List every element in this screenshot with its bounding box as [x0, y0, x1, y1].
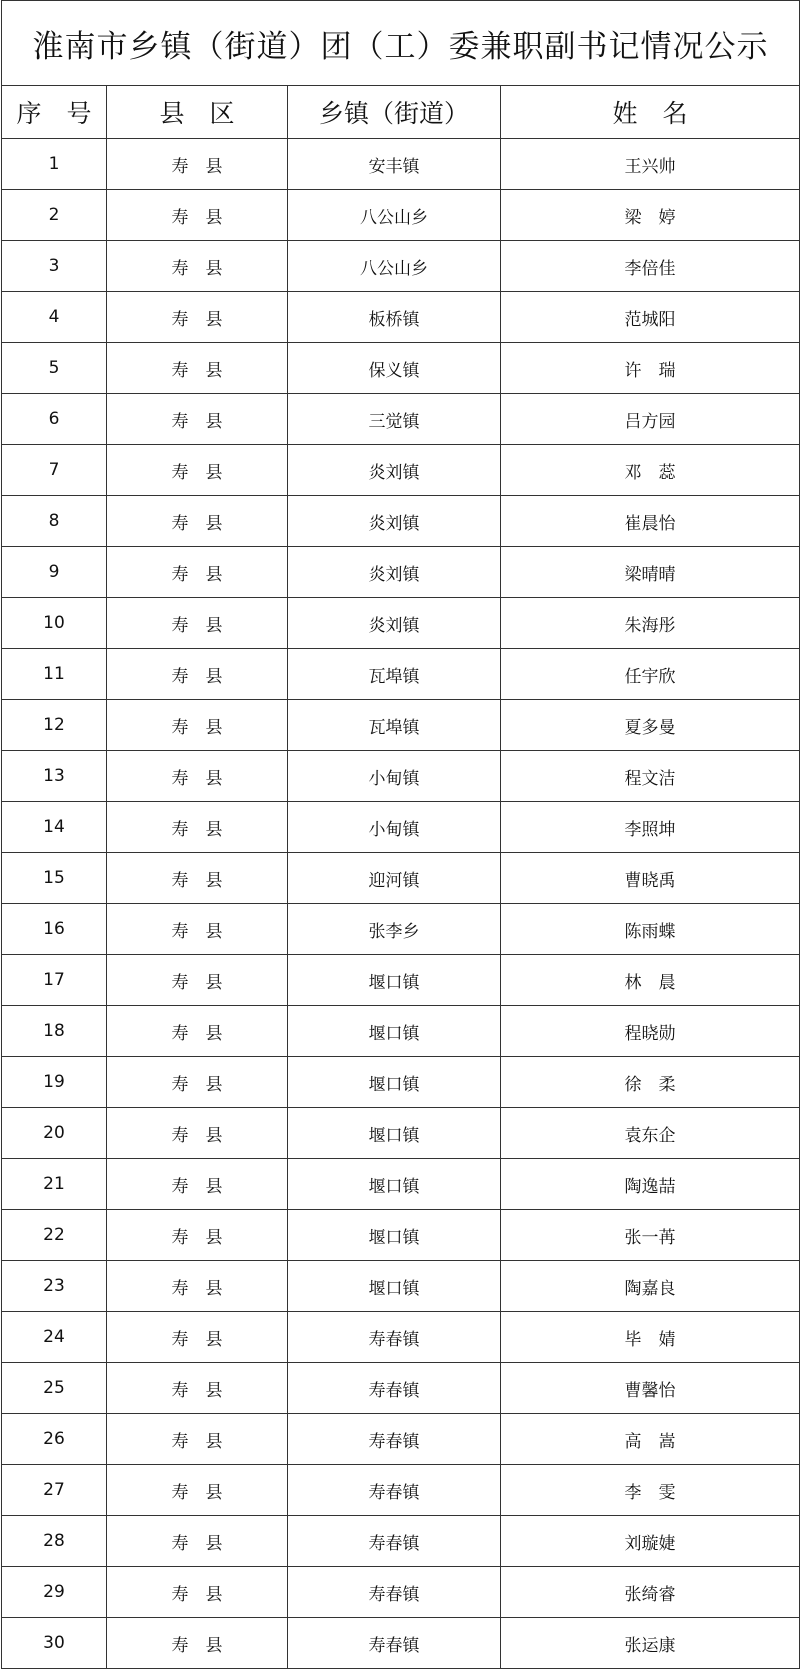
table-row	[2, 190, 800, 241]
cell-name: 徐 柔	[501, 1057, 800, 1108]
cell-index: 23	[2, 1261, 107, 1312]
header-county: 县 区	[107, 86, 288, 139]
table-row	[2, 343, 800, 394]
table-row	[2, 1108, 800, 1159]
cell-county: 寿 县	[107, 1006, 288, 1057]
table-row	[2, 1006, 800, 1057]
cell-town: 堰口镇	[288, 1159, 501, 1210]
cell-county: 寿 县	[107, 1210, 288, 1261]
cell-town: 炎刘镇	[288, 547, 501, 598]
cell-county: 寿 县	[107, 853, 288, 904]
table-body	[2, 139, 800, 1669]
cell-name: 邓 蕊	[501, 445, 800, 496]
cell-town: 寿春镇	[288, 1363, 501, 1414]
cell-index: 17	[2, 955, 107, 1006]
cell-town: 炎刘镇	[288, 445, 501, 496]
cell-county: 寿 县	[107, 1159, 288, 1210]
cell-index: 27	[2, 1465, 107, 1516]
table-row	[2, 241, 800, 292]
cell-name: 梁 婷	[501, 190, 800, 241]
cell-index: 4	[2, 292, 107, 343]
cell-index: 24	[2, 1312, 107, 1363]
cell-county: 寿 县	[107, 241, 288, 292]
cell-name: 李照坤	[501, 802, 800, 853]
cell-name: 陶嘉良	[501, 1261, 800, 1312]
cell-county: 寿 县	[107, 1516, 288, 1567]
cell-county: 寿 县	[107, 904, 288, 955]
cell-index: 9	[2, 547, 107, 598]
cell-name: 程晓勋	[501, 1006, 800, 1057]
cell-town: 寿春镇	[288, 1516, 501, 1567]
cell-index: 5	[2, 343, 107, 394]
cell-index: 10	[2, 598, 107, 649]
cell-county: 寿 县	[107, 1261, 288, 1312]
cell-name: 张运康	[501, 1618, 800, 1669]
cell-county: 寿 县	[107, 700, 288, 751]
table-row	[2, 1516, 800, 1567]
cell-index: 7	[2, 445, 107, 496]
table-row	[2, 139, 800, 190]
cell-county: 寿 县	[107, 1567, 288, 1618]
cell-name: 崔晨怡	[501, 496, 800, 547]
cell-town: 寿春镇	[288, 1567, 501, 1618]
table-row	[2, 1159, 800, 1210]
cell-name: 吕方园	[501, 394, 800, 445]
cell-index: 13	[2, 751, 107, 802]
cell-name: 任宇欣	[501, 649, 800, 700]
cell-county: 寿 县	[107, 1618, 288, 1669]
cell-name: 毕 婧	[501, 1312, 800, 1363]
cell-index: 16	[2, 904, 107, 955]
cell-name: 夏多曼	[501, 700, 800, 751]
cell-town: 小甸镇	[288, 802, 501, 853]
cell-county: 寿 县	[107, 1057, 288, 1108]
cell-town: 三觉镇	[288, 394, 501, 445]
cell-town: 炎刘镇	[288, 496, 501, 547]
table-row	[2, 1363, 800, 1414]
cell-index: 26	[2, 1414, 107, 1465]
cell-index: 15	[2, 853, 107, 904]
cell-town: 迎河镇	[288, 853, 501, 904]
cell-county: 寿 县	[107, 598, 288, 649]
cell-index: 20	[2, 1108, 107, 1159]
table-row	[2, 1312, 800, 1363]
cell-name: 陈雨蝶	[501, 904, 800, 955]
table-row	[2, 751, 800, 802]
cell-county: 寿 县	[107, 394, 288, 445]
cell-index: 8	[2, 496, 107, 547]
cell-county: 寿 县	[107, 1312, 288, 1363]
cell-county: 寿 县	[107, 802, 288, 853]
cell-name: 程文洁	[501, 751, 800, 802]
cell-name: 林 晨	[501, 955, 800, 1006]
cell-index: 11	[2, 649, 107, 700]
cell-name: 范城阳	[501, 292, 800, 343]
table-row	[2, 904, 800, 955]
cell-county: 寿 县	[107, 547, 288, 598]
cell-name: 李 雯	[501, 1465, 800, 1516]
cell-county: 寿 县	[107, 751, 288, 802]
cell-town: 八公山乡	[288, 241, 501, 292]
table-row	[2, 1414, 800, 1465]
cell-index: 21	[2, 1159, 107, 1210]
cell-town: 寿春镇	[288, 1618, 501, 1669]
cell-index: 22	[2, 1210, 107, 1261]
cell-county: 寿 县	[107, 139, 288, 190]
cell-index: 18	[2, 1006, 107, 1057]
table-row	[2, 1567, 800, 1618]
cell-index: 25	[2, 1363, 107, 1414]
cell-town: 瓦埠镇	[288, 649, 501, 700]
table-header-row	[2, 86, 800, 139]
cell-county: 寿 县	[107, 292, 288, 343]
cell-town: 寿春镇	[288, 1465, 501, 1516]
cell-town: 小甸镇	[288, 751, 501, 802]
cell-index: 19	[2, 1057, 107, 1108]
cell-name: 陶逸喆	[501, 1159, 800, 1210]
cell-town: 堰口镇	[288, 1006, 501, 1057]
cell-town: 张李乡	[288, 904, 501, 955]
cell-name: 张一苒	[501, 1210, 800, 1261]
cell-name: 刘璇婕	[501, 1516, 800, 1567]
table-row	[2, 1210, 800, 1261]
table-row	[2, 445, 800, 496]
table-row	[2, 292, 800, 343]
cell-county: 寿 县	[107, 1465, 288, 1516]
cell-name: 许 瑞	[501, 343, 800, 394]
cell-town: 堰口镇	[288, 1108, 501, 1159]
cell-town: 炎刘镇	[288, 598, 501, 649]
cell-index: 30	[2, 1618, 107, 1669]
table-row	[2, 1261, 800, 1312]
cell-town: 寿春镇	[288, 1312, 501, 1363]
cell-index: 12	[2, 700, 107, 751]
cell-county: 寿 县	[107, 649, 288, 700]
cell-index: 29	[2, 1567, 107, 1618]
cell-town: 瓦埠镇	[288, 700, 501, 751]
cell-name: 曹馨怡	[501, 1363, 800, 1414]
cell-index: 28	[2, 1516, 107, 1567]
cell-name: 高 嵩	[501, 1414, 800, 1465]
cell-index: 1	[2, 139, 107, 190]
cell-name: 曹晓禹	[501, 853, 800, 904]
cell-town: 堰口镇	[288, 1057, 501, 1108]
cell-index: 14	[2, 802, 107, 853]
cell-name: 王兴帅	[501, 139, 800, 190]
cell-index: 2	[2, 190, 107, 241]
table-row	[2, 598, 800, 649]
cell-town: 堰口镇	[288, 1210, 501, 1261]
table-row	[2, 700, 800, 751]
cell-name: 梁晴晴	[501, 547, 800, 598]
table-row	[2, 802, 800, 853]
cell-name: 李倍佳	[501, 241, 800, 292]
cell-town: 八公山乡	[288, 190, 501, 241]
cell-index: 6	[2, 394, 107, 445]
table-row	[2, 1465, 800, 1516]
cell-town: 保义镇	[288, 343, 501, 394]
cell-county: 寿 县	[107, 496, 288, 547]
cell-town: 堰口镇	[288, 1261, 501, 1312]
header-name: 姓 名	[501, 86, 800, 139]
table-row	[2, 955, 800, 1006]
roster-table	[1, 0, 800, 1669]
cell-index: 3	[2, 241, 107, 292]
table-row	[2, 1057, 800, 1108]
document-title: 淮南市乡镇（街道）团（工）委兼职副书记情况公示	[2, 1, 800, 86]
cell-name: 朱海彤	[501, 598, 800, 649]
header-index: 序 号	[2, 86, 107, 139]
cell-county: 寿 县	[107, 190, 288, 241]
table-row	[2, 1618, 800, 1669]
table-row	[2, 496, 800, 547]
cell-county: 寿 县	[107, 1108, 288, 1159]
header-town: 乡镇（街道）	[288, 86, 501, 139]
table-row	[2, 853, 800, 904]
cell-name: 张绮睿	[501, 1567, 800, 1618]
cell-town: 板桥镇	[288, 292, 501, 343]
cell-county: 寿 县	[107, 445, 288, 496]
table-row	[2, 547, 800, 598]
cell-town: 堰口镇	[288, 955, 501, 1006]
cell-town: 安丰镇	[288, 139, 501, 190]
table-row	[2, 649, 800, 700]
cell-county: 寿 县	[107, 343, 288, 394]
cell-town: 寿春镇	[288, 1414, 501, 1465]
cell-county: 寿 县	[107, 1414, 288, 1465]
cell-county: 寿 县	[107, 1363, 288, 1414]
cell-county: 寿 县	[107, 955, 288, 1006]
table-row	[2, 394, 800, 445]
cell-name: 袁东企	[501, 1108, 800, 1159]
